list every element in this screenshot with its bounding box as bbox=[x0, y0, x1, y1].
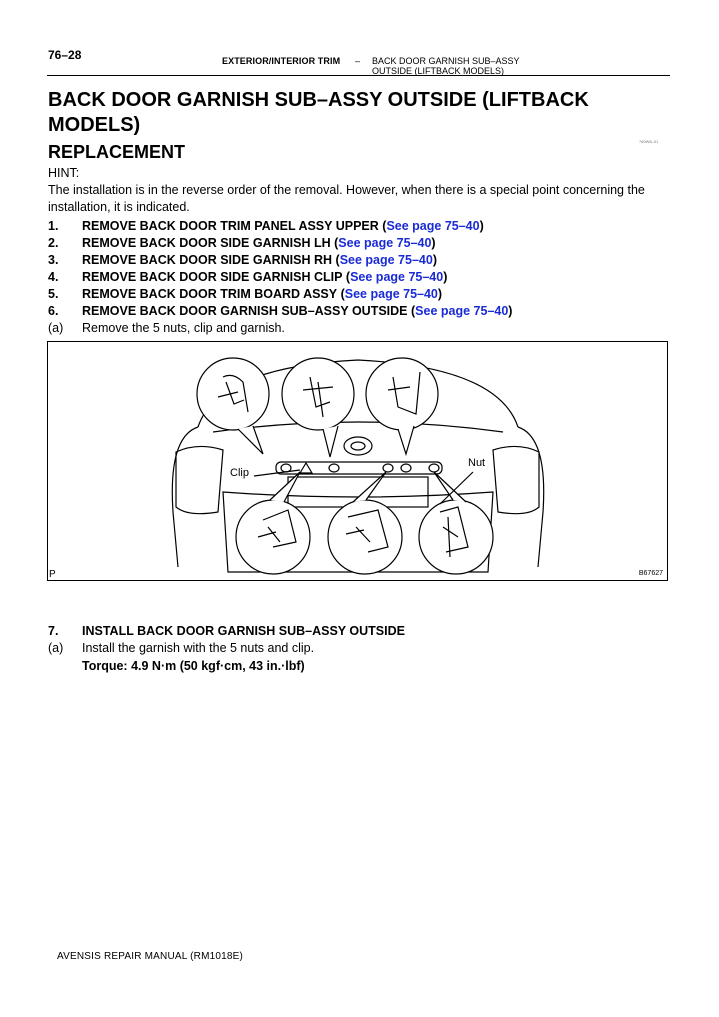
step-text: REMOVE BACK DOOR TRIM PANEL ASSY UPPER bbox=[82, 219, 379, 233]
see-page-link[interactable]: See page 75–40 bbox=[386, 219, 480, 233]
clip-label: Clip bbox=[230, 467, 249, 479]
nut-location-5 bbox=[429, 464, 439, 472]
step-number: 1. bbox=[48, 219, 59, 233]
page-footer: AVENSIS REPAIR MANUAL (RM1018E) bbox=[57, 951, 244, 962]
page-title: BACK DOOR GARNISH SUB–ASSY OUTSIDE (LIFTBACK MODELS) bbox=[48, 89, 589, 136]
step-7 bbox=[48, 623, 405, 640]
step-6-substep-a bbox=[48, 320, 285, 337]
see-page-link[interactable]: See page 75–40 bbox=[415, 304, 509, 318]
step-3: 3. REMOVE BACK DOOR SIDE GARNISH RH (See page 75–40) bbox=[48, 253, 437, 267]
step-text: REMOVE BACK DOOR TRIM BOARD ASSY bbox=[82, 287, 338, 301]
emblem-inner bbox=[351, 442, 365, 450]
garnish-illustration bbox=[48, 342, 667, 580]
header-rule bbox=[47, 75, 670, 76]
callout-detail-3 bbox=[366, 358, 438, 454]
step-text: INSTALL BACK DOOR GARNISH SUB–ASSY OUTSIDE bbox=[82, 624, 405, 638]
step-number: 5. bbox=[48, 287, 59, 301]
nut-location-2 bbox=[329, 464, 339, 472]
step-number: 6. bbox=[48, 304, 59, 318]
step-7-substep-a bbox=[48, 640, 314, 657]
step-6: 6. REMOVE BACK DOOR GARNISH SUB–ASSY OUTSIDE (See page 75–40) bbox=[48, 304, 513, 318]
hint-label: HINT: bbox=[48, 166, 80, 180]
step-text: REMOVE BACK DOOR SIDE GARNISH LH bbox=[82, 236, 331, 250]
torque-spec: Torque: 4.9 N·m (50 kgf·cm, 43 in.·lbf) bbox=[82, 659, 305, 673]
callout-detail-1 bbox=[197, 358, 269, 454]
see-page-link[interactable]: See page 75–40 bbox=[338, 236, 432, 250]
figure-code: B67627 bbox=[638, 570, 663, 577]
clip-location bbox=[300, 463, 312, 473]
step-number: 2. bbox=[48, 236, 59, 250]
tail-lamp-left bbox=[176, 446, 223, 513]
step-1: 1. REMOVE BACK DOOR TRIM PANEL ASSY UPPER (See page 75–40) bbox=[48, 219, 484, 233]
header-section: EXTERIOR/INTERIOR TRIM bbox=[222, 56, 341, 66]
doc-id: 760W8–01 bbox=[639, 139, 659, 144]
callout-detail-5 bbox=[328, 472, 402, 574]
see-page-link[interactable]: See page 75–40 bbox=[344, 287, 438, 301]
substep-text: Install the garnish with the 5 nuts and clip. bbox=[82, 641, 315, 655]
callout-detail-6 bbox=[419, 472, 493, 574]
nut-location-4 bbox=[401, 464, 411, 472]
step-text: REMOVE BACK DOOR SIDE GARNISH CLIP bbox=[82, 270, 343, 284]
see-page-link[interactable]: See page 75–40 bbox=[350, 270, 444, 284]
callout-detail-2 bbox=[282, 358, 354, 457]
step-5: 5. REMOVE BACK DOOR TRIM BOARD ASSY (See page 75–40) bbox=[48, 287, 443, 301]
step-4: 4. REMOVE BACK DOOR SIDE GARNISH CLIP (See page 75–40) bbox=[48, 270, 448, 284]
header-title bbox=[372, 56, 572, 76]
nut-label: Nut bbox=[468, 457, 486, 469]
car-body-right bbox=[518, 427, 544, 567]
emblem-icon bbox=[344, 437, 372, 455]
step-number: 4. bbox=[48, 270, 59, 284]
see-page-link[interactable]: See page 75–40 bbox=[339, 253, 433, 267]
section-subtitle: REPLACEMENT bbox=[48, 142, 186, 162]
step-2: 2. REMOVE BACK DOOR SIDE GARNISH LH (See page 75–40) bbox=[48, 236, 436, 250]
substep-text: Remove the 5 nuts, clip and garnish. bbox=[82, 321, 285, 335]
step-number: 7. bbox=[48, 624, 59, 638]
nut-location-3 bbox=[383, 464, 393, 472]
substep-number: (a) bbox=[48, 321, 64, 335]
substep-number: (a) bbox=[48, 641, 64, 655]
tail-lamp-right bbox=[493, 446, 539, 513]
callout-detail-4 bbox=[236, 472, 310, 574]
hint-text: The installation is in the reverse order of the removal. However, when there is a special point concerning the installation, it is indicated. bbox=[48, 183, 645, 214]
step-number: 3. bbox=[48, 253, 59, 267]
page-number: 76–28 bbox=[48, 48, 82, 62]
illustration-figure bbox=[47, 341, 668, 581]
step-text: REMOVE BACK DOOR SIDE GARNISH RH bbox=[82, 253, 333, 267]
step-text: REMOVE BACK DOOR GARNISH SUB–ASSY OUTSIDE bbox=[82, 304, 408, 318]
figure-corner-mark: P bbox=[49, 569, 56, 580]
header-title-line1: BACK DOOR GARNISH SUB–ASSY bbox=[372, 56, 520, 66]
header-dash: – bbox=[355, 56, 361, 66]
back-window bbox=[213, 422, 503, 432]
header-title-line2: OUTSIDE (LIFTBACK MODELS) bbox=[372, 66, 505, 76]
